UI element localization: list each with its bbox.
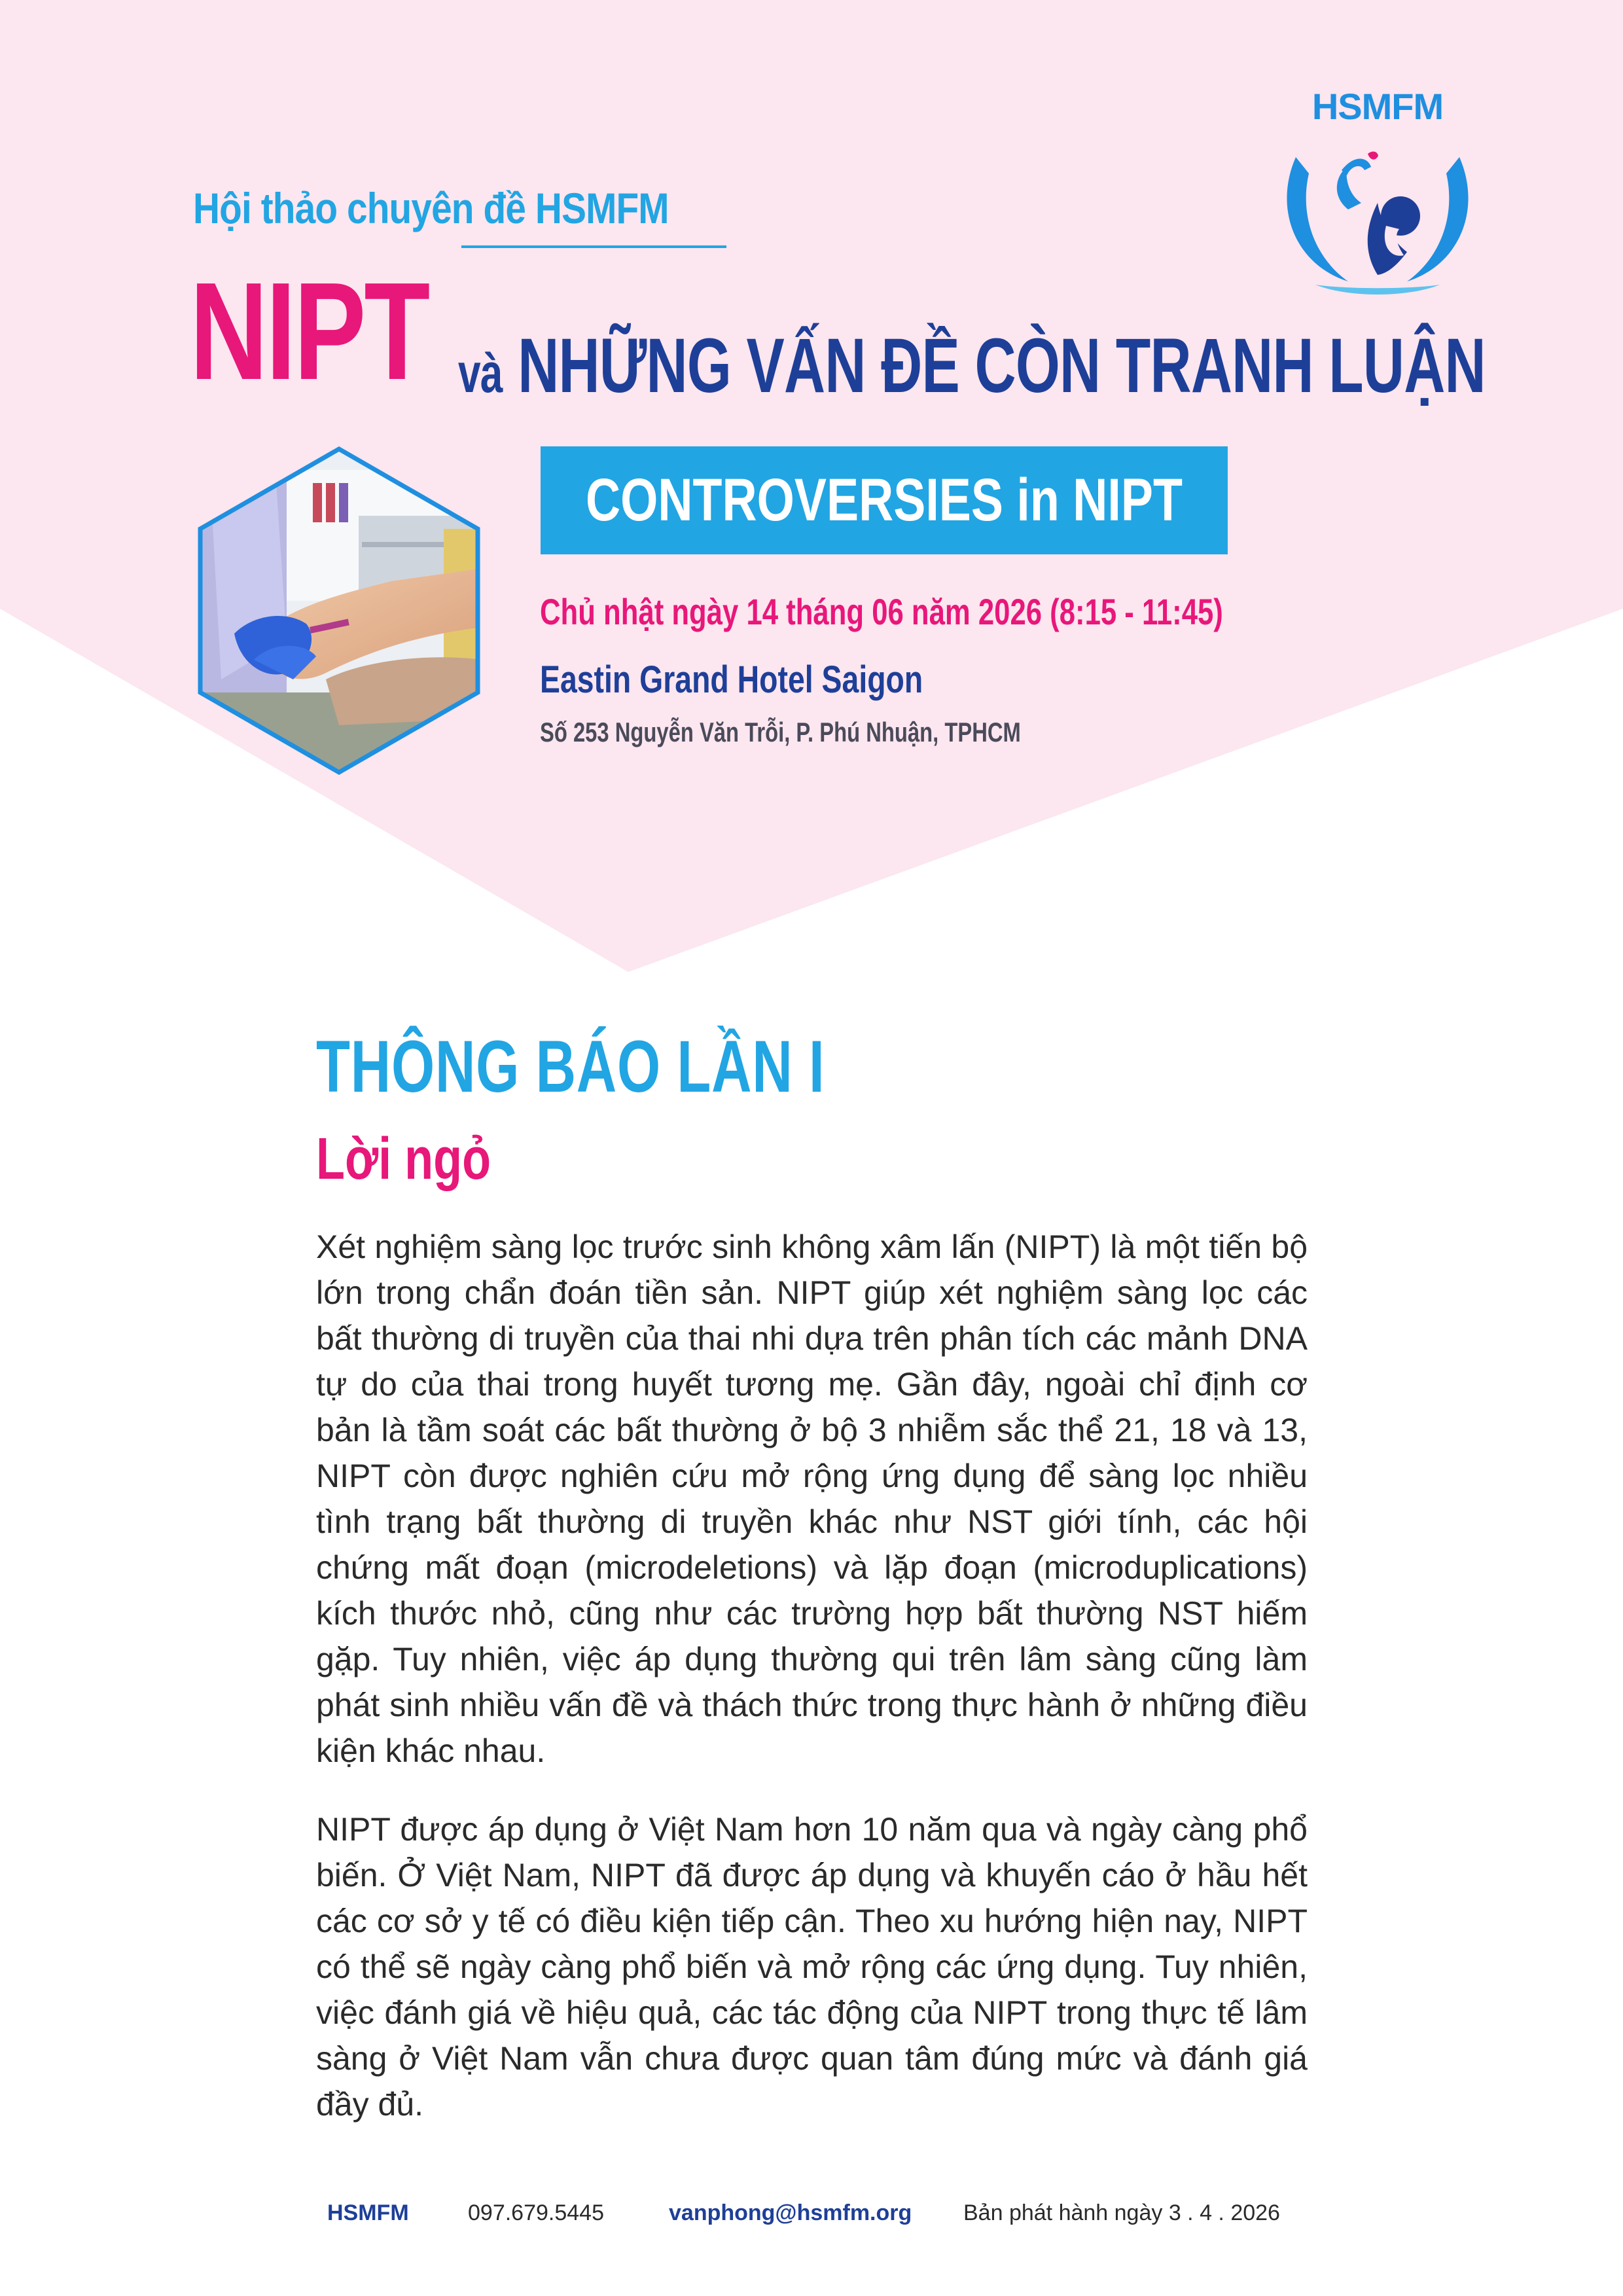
title-topic: NHỮNG VẤN ĐỀ CÒN TRANH LUẬN bbox=[518, 323, 1486, 409]
event-subtitle: Hội thảo chuyên đề HSMFM bbox=[193, 184, 669, 232]
intro-paragraph-1: Xét nghiệm sàng lọc trước sinh không xâm lấn (NIPT) là một tiến bộ lớn trong chẩn đoán tiền sản. NIPT giúp xét nghiệm sàng lọc các bất thường di truyền của thai nhi dựa trên phân tích các mảnh DNA tự do của thai trong huyết tương mẹ. Gần đây, ngoài chỉ định cơ bản là tầm soát các bất thường ở bộ 3 nhiễm sắc thể 21, 18 và 13, NIPT còn được nghiên cứu mở rộng ứng dụng để sàng lọc nhiều tình trạng bất thường di truyền khác như NST giới tính, các hội chứng mất đoạn (microdeletions) và lặp đoạn (microduplications) kích thước nhỏ, cũng như các trường hợp bất thường NST hiếm gặp. Tuy nhiên, việc áp dụng thường qui trên lâm sàng cũng làm phát sinh nhiều vấn đề và thách thức trong thực hành ở những điều kiện khác nhau. bbox=[316, 1229, 1308, 1769]
english-title-banner bbox=[541, 446, 1228, 554]
event-address: Số 253 Nguyễn Văn Trỗi, P. Phú Nhuận, TPHCM bbox=[540, 717, 1021, 747]
footer-phone[interactable]: 097.679.5445 bbox=[468, 2200, 604, 2225]
title-nipt: NIPT bbox=[190, 253, 429, 408]
title-connector: và bbox=[458, 342, 503, 404]
mother-baby-icon bbox=[1270, 118, 1486, 295]
event-venue: Eastin Grand Hotel Saigon bbox=[540, 658, 923, 701]
blood-draw-photo bbox=[195, 444, 483, 778]
intro-title: Lời ngỏ bbox=[316, 1126, 491, 1192]
logo-text: HSMFM bbox=[1311, 86, 1444, 127]
banner-text: CONTROVERSIES in NIPT bbox=[586, 467, 1183, 533]
footer-release-date: Bản phát hành ngày 3 . 4 . 2026 bbox=[963, 2200, 1280, 2225]
footer-email-link[interactable]: vanphong@hsmfm.org bbox=[669, 2200, 912, 2225]
intro-paragraph-2: NIPT được áp dụng ở Việt Nam hơn 10 năm qua và ngày càng phổ biến. Ở Việt Nam, NIPT đã được áp dụng và khuyến cáo ở hầu hết các cơ sở y tế có điều kiện tiếp cận. Theo xu hướng hiện nay, NIPT có thể sẽ ngày càng phổ biến và mở rộng các ứng dụng. Tuy nhiên, việc đánh giá về hiệu quả, các tác động của NIPT trong thực tế lâm sàng ở Việt Nam vẫn chưa được quan tâm đúng mức và đánh giá đầy đủ. bbox=[316, 1811, 1308, 2123]
footer bbox=[0, 2200, 1623, 2233]
subtitle-underline bbox=[461, 245, 726, 248]
notice-title: THÔNG BÁO LẦN I bbox=[316, 1026, 825, 1107]
event-date-time: Chủ nhật ngày 14 tháng 06 năm 2026 (8:15 - 11:45) bbox=[540, 591, 1223, 632]
hsmfm-logo bbox=[1270, 85, 1486, 295]
title-rest bbox=[458, 323, 1486, 409]
footer-org: HSMFM bbox=[327, 2200, 409, 2225]
